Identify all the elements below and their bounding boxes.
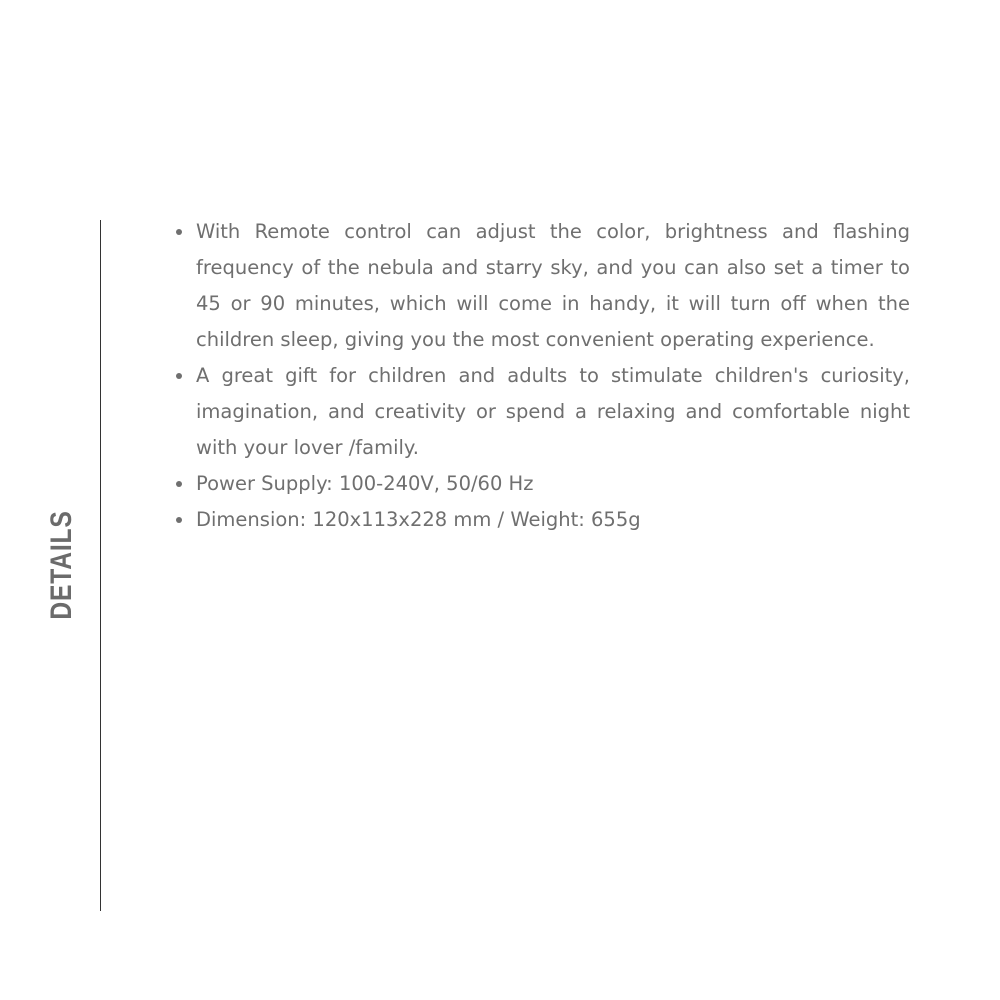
list-item-text: A great gift for children and adults to stimulate children's curiosity, imagination, and creativity or spend a relaxing and comfortable night with your lover /family.	[196, 364, 910, 459]
vertical-divider	[100, 220, 101, 911]
bullet-icon	[176, 517, 182, 523]
list-item	[196, 466, 910, 502]
list-item	[196, 502, 910, 538]
list-item	[196, 358, 910, 466]
list-item-text: With Remote control can adjust the color, brightness and flashing frequency of the nebula and starry sky, and you can also set a timer to 45 or 90 minutes, which will come in handy, it will turn off when the children sleep, giving you the most convenient operating experience.	[196, 220, 910, 351]
list-item-text: Dimension: 120x113x228 mm / Weight: 655g	[196, 508, 641, 531]
details-heading-text: DETAILS	[45, 510, 78, 620]
bullet-icon	[176, 229, 182, 235]
list-item	[196, 214, 910, 358]
details-heading	[45, 498, 79, 631]
details-list	[196, 214, 910, 538]
bullet-icon	[176, 373, 182, 379]
list-item-text: Power Supply: 100-240V, 50/60 Hz	[196, 472, 534, 495]
bullet-icon	[176, 481, 182, 487]
